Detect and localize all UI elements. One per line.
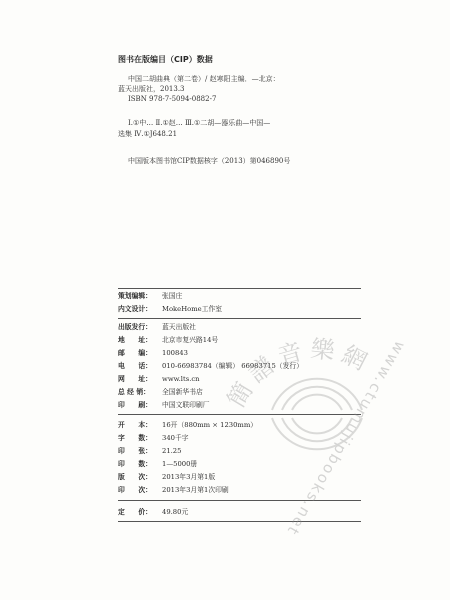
format-label: 开 本： bbox=[118, 421, 152, 429]
website-value: www.lts.cn bbox=[162, 375, 200, 383]
cip-line-2: 蓝天出版社，2013.3 bbox=[118, 85, 185, 93]
printer-label: 印 刷： bbox=[118, 401, 152, 409]
word-count-row bbox=[118, 434, 189, 443]
edition-label: 版 次： bbox=[118, 473, 152, 481]
cip-line-6: 中国版本图书馆CIP数据核字（2013）第046890号 bbox=[128, 157, 291, 165]
watermark-stamp-icon bbox=[222, 300, 412, 550]
postcode-row bbox=[118, 349, 188, 358]
postcode-label: 邮 编： bbox=[118, 349, 152, 357]
publisher-label: 出版发行： bbox=[118, 323, 152, 331]
cip-line-4: Ⅰ.①中… Ⅱ.①赵… Ⅲ.①二胡—器乐曲—中国— bbox=[128, 119, 271, 127]
cip-line-3: ISBN 978-7-5094-0882-7 bbox=[128, 95, 217, 103]
phone-label: 电 话： bbox=[118, 362, 152, 370]
address-label: 地 址： bbox=[118, 336, 152, 344]
postcode-value: 100843 bbox=[162, 349, 188, 357]
price-row bbox=[118, 508, 188, 517]
print-run-value: 1—5000册 bbox=[162, 460, 198, 468]
cip-line-5: 选集 Ⅳ.①J648.21 bbox=[118, 130, 178, 138]
distributor-value: 全国新华书店 bbox=[162, 388, 203, 396]
impression-value: 2013年3月第1次印刷 bbox=[162, 486, 229, 494]
divider-top bbox=[118, 288, 361, 289]
print-run-row bbox=[118, 460, 197, 469]
edition-row bbox=[118, 473, 215, 482]
impression-row bbox=[118, 486, 229, 495]
word-count-label: 字 数： bbox=[118, 434, 152, 442]
format-value: 16开（880mm × 1230mm） bbox=[162, 421, 258, 429]
publisher-row bbox=[118, 323, 196, 332]
printer-row bbox=[118, 401, 210, 410]
sheets-label: 印 张： bbox=[118, 447, 152, 455]
print-run-label: 印 数： bbox=[118, 460, 152, 468]
cip-title: 图书在版编目（CIP）数据 bbox=[118, 55, 213, 64]
watermark-arc-text: 簡譜音樂網 bbox=[222, 334, 377, 413]
staff-label: 策划编辑： bbox=[118, 292, 152, 300]
price-label: 定 价： bbox=[118, 508, 152, 516]
staff-row-designer bbox=[118, 305, 222, 314]
staff-label: 内文设计： bbox=[118, 305, 152, 313]
staff-value: MokeHome工作室 bbox=[162, 305, 223, 313]
watermark-url-text: www.ctumujipbooks.net bbox=[282, 338, 410, 540]
website-row bbox=[118, 375, 200, 384]
printer-value: 中国文联印刷厂 bbox=[162, 401, 210, 409]
sheets-value: 21.25 bbox=[162, 447, 182, 455]
address-value: 北京市复兴路14号 bbox=[162, 336, 219, 344]
staff-value: 张国庄 bbox=[162, 292, 183, 300]
staff-row-editor bbox=[118, 292, 182, 301]
distributor-label: 总 经 销： bbox=[118, 388, 150, 396]
distributor-row bbox=[118, 388, 203, 397]
word-count-value: 340千字 bbox=[162, 434, 189, 442]
address-row bbox=[118, 336, 218, 345]
impression-label: 印 次： bbox=[118, 486, 152, 494]
website-label: 网 址： bbox=[118, 375, 152, 383]
edition-value: 2013年3月第1版 bbox=[162, 473, 216, 481]
publisher-value: 蓝天出版社 bbox=[162, 323, 196, 331]
cip-line-1: 中国二胡曲典（第二卷）/ 赵寒阳主编．—北京： bbox=[128, 75, 280, 83]
price-value: 49.80元 bbox=[162, 508, 189, 516]
sheets-row bbox=[118, 447, 181, 456]
phone-value: 010-66983784（编辑） 66983715（发行） bbox=[162, 362, 303, 370]
